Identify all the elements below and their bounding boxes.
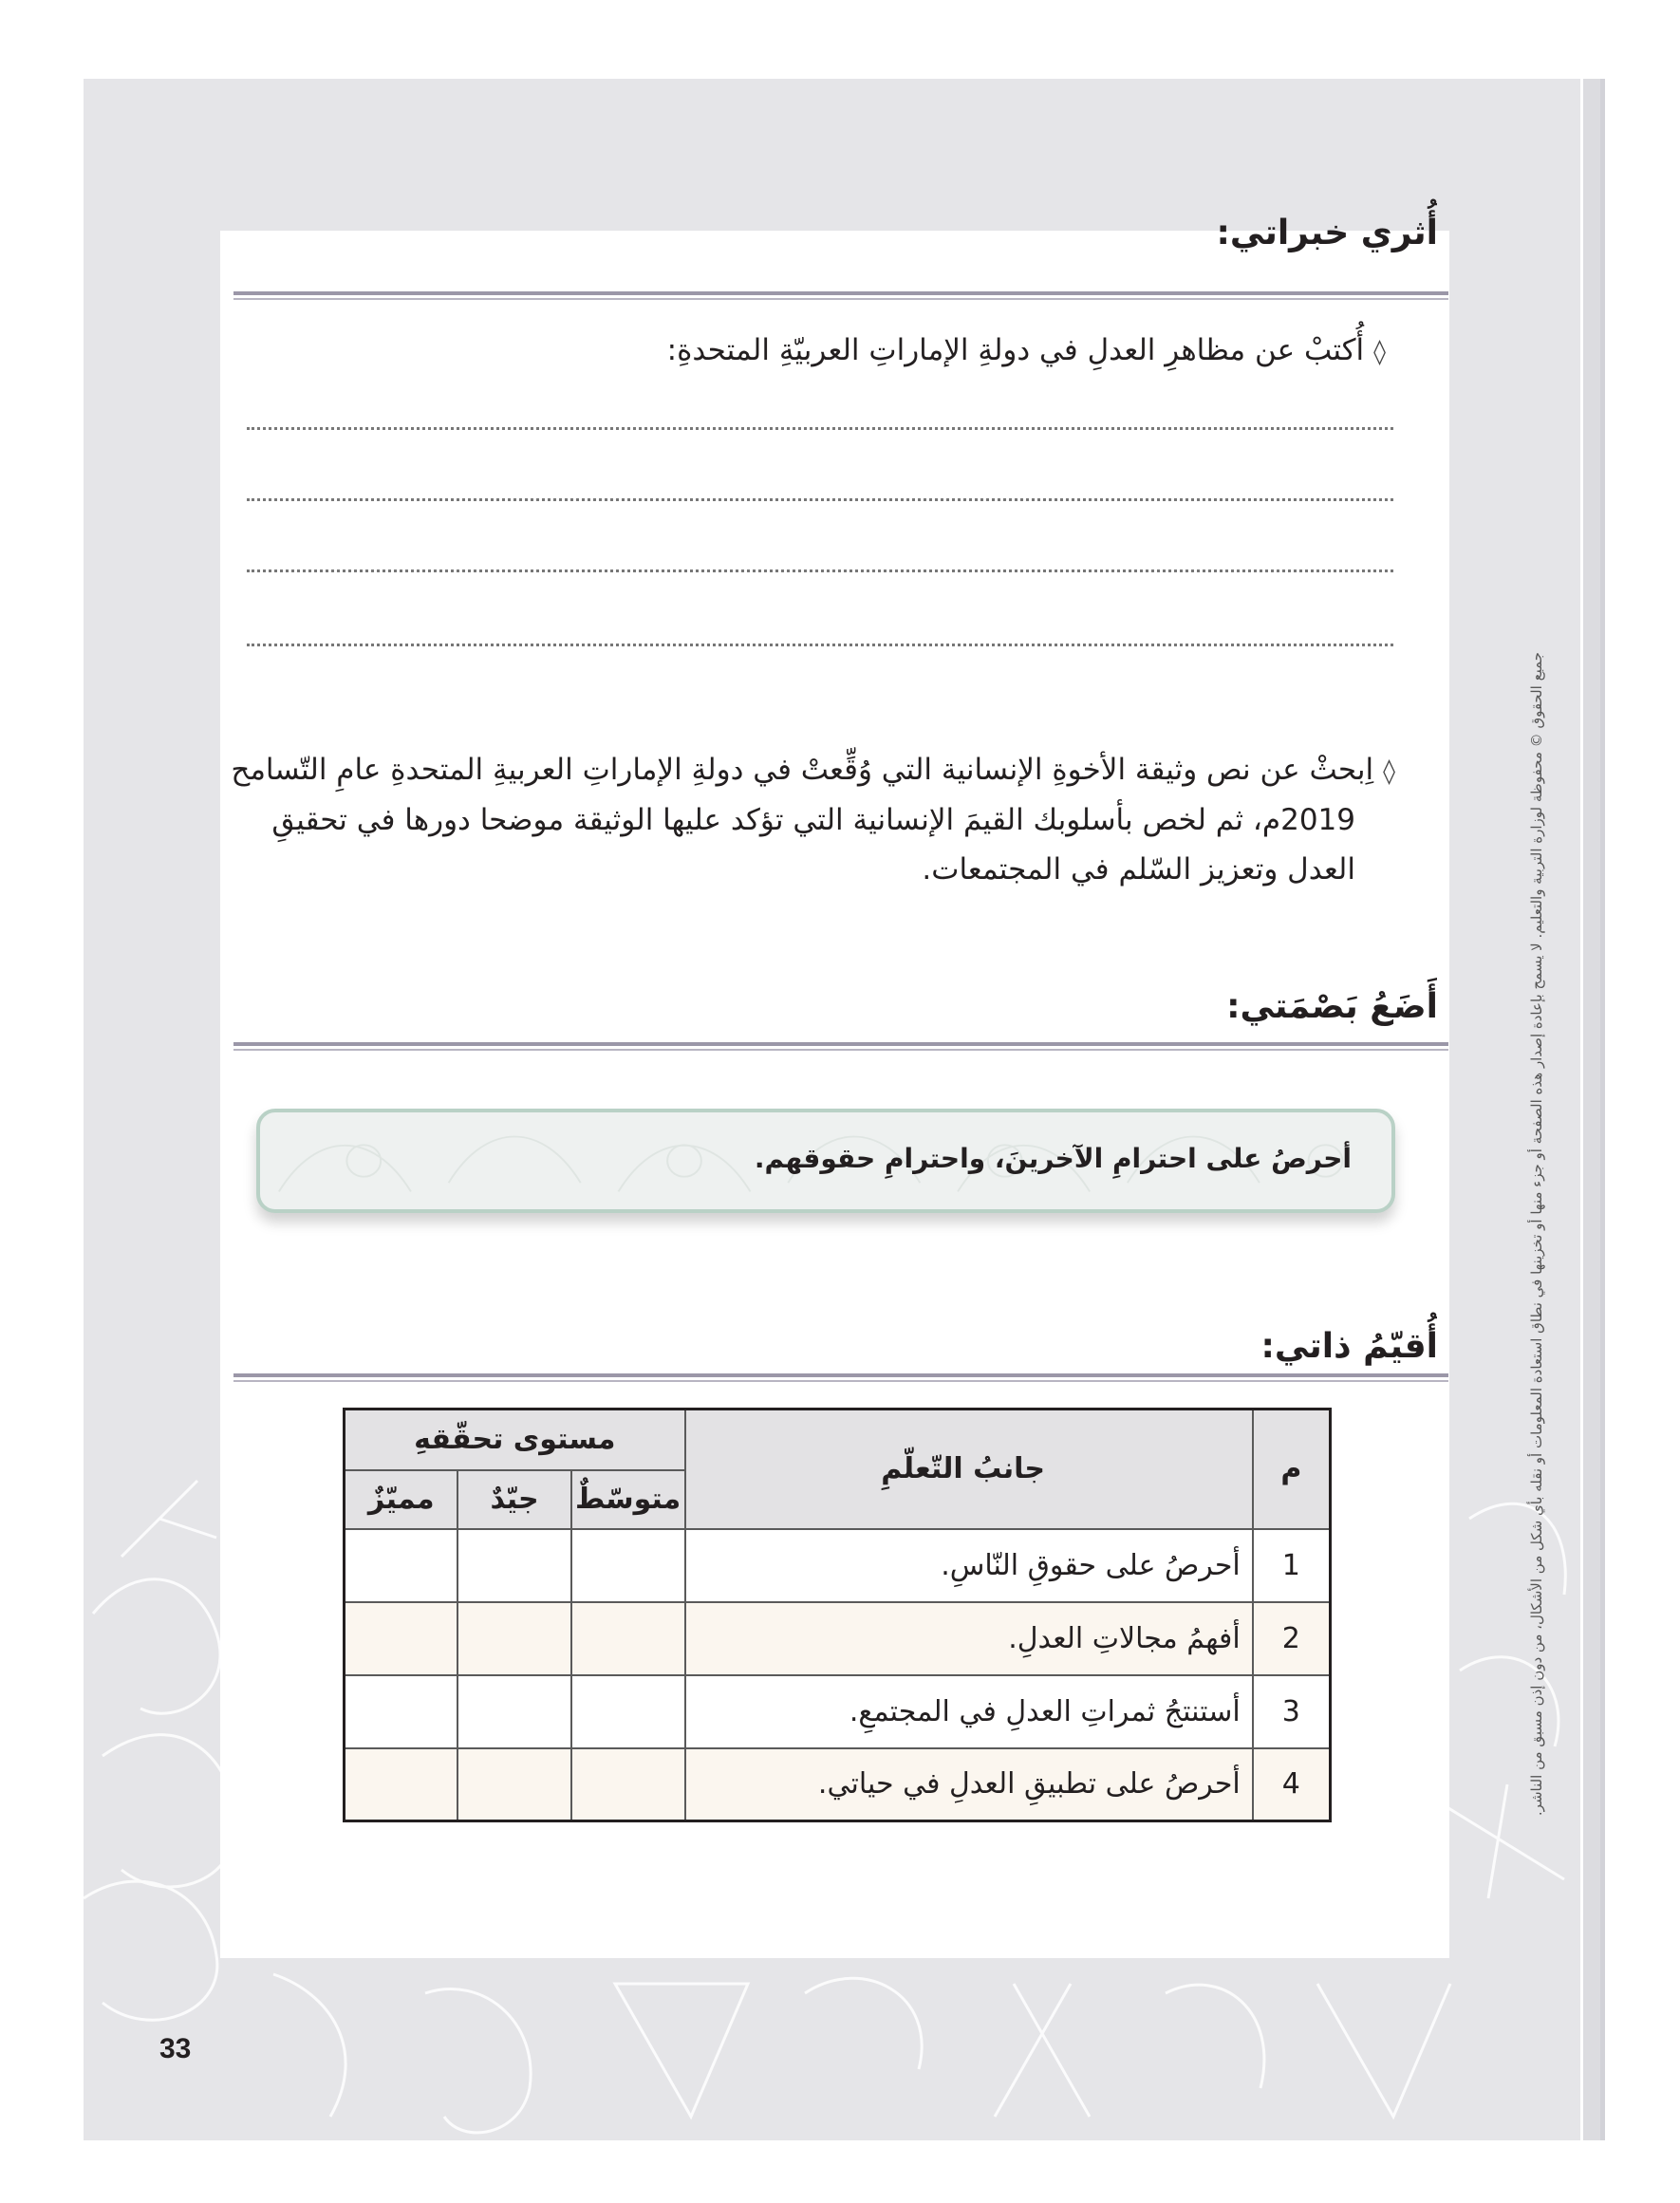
table-row: [345, 1529, 1331, 1602]
table-row: [345, 1602, 1331, 1675]
level-cell-excellent[interactable]: [345, 1529, 458, 1602]
row-aspect: أفهمُ مجالاتِ العدلِ.: [685, 1602, 1253, 1675]
section-rule-fingerprint: [233, 1042, 1448, 1051]
row-num: 4: [1253, 1748, 1331, 1821]
level-cell-good[interactable]: [457, 1529, 570, 1602]
binding-strip: [1580, 79, 1600, 2140]
header-num: م: [1253, 1410, 1331, 1529]
level-cell-good[interactable]: [457, 1602, 570, 1675]
diamond-bullet-icon: ◊: [1373, 338, 1386, 366]
answer-line-4[interactable]: [247, 644, 1393, 646]
level-cell-avg[interactable]: [571, 1748, 685, 1821]
copyright-notice: جميع الحقوق © محفوظة لوزارة التربية والتعليم. لا يسمح بإعادة إصدار هذه الصفحة أو جزء منها أو تخزينها في نطاق استعادة المعلومات أو نقله بأي شكل من الأشكال، من دون إذن مسبق من الناشر.: [1528, 651, 1545, 1817]
answer-line-3[interactable]: [247, 569, 1393, 572]
level-cell-excellent[interactable]: [345, 1675, 458, 1748]
header-level: مستوى تحقّقهِ: [345, 1410, 685, 1470]
table-row: [345, 1675, 1331, 1748]
level-cell-avg[interactable]: [571, 1602, 685, 1675]
row-num: 2: [1253, 1602, 1331, 1675]
level-cell-avg[interactable]: [571, 1529, 685, 1602]
section-title-self-eval: أُقيّمُ ذاتي:: [1260, 1327, 1438, 1366]
diamond-bullet-icon: ◊: [1383, 757, 1395, 786]
section-title-enrich: أُثري خبراتي:: [1216, 214, 1438, 252]
answer-line-1[interactable]: [247, 427, 1393, 430]
task2-line-3: العدل وتعزيز السّلم في المجتمعات.: [922, 852, 1355, 887]
fingerprint-statement: أحرصُ على احترامِ الآخرينَ، واحترامِ حقوقهم.: [754, 1143, 1352, 1174]
level-cell-avg[interactable]: [571, 1675, 685, 1748]
section-rule-self-eval: [233, 1373, 1448, 1382]
header-avg: متوسّطٌ: [571, 1470, 685, 1529]
row-aspect: أستنتجُ ثمراتِ العدلِ في المجتمعِ.: [685, 1675, 1253, 1748]
row-aspect: أحرصُ على حقوقِ النّاسِ.: [685, 1529, 1253, 1602]
self-evaluation-table: [343, 1408, 1332, 1822]
row-num: 1: [1253, 1529, 1331, 1602]
task1-text: أُكتبْ عن مظاهرِ العدلِ في دولةِ الإماراتِ العربيّةِ المتحدةِ:: [666, 333, 1365, 367]
page-number: 33: [159, 2033, 192, 2064]
header-aspect: جانبُ التّعلّمِ: [685, 1410, 1253, 1529]
task2-line-2: 2019م، ثم لخص بأسلوبك القيمَ الإنسانية التي تؤكد عليها الوثيقة موضحا دورها في تحقيقِ: [271, 802, 1355, 837]
row-aspect: أحرصُ على تطبيقِ العدلِ في حياتي.: [685, 1748, 1253, 1821]
task2-line-1: ◊اِبحثْ عن نص وثيقة الأخوةِ الإنسانية التي وُقِّعتْ في دولةِ الإماراتِ العربيةِ المتحدةِ عامِ التّسامح: [231, 753, 1395, 787]
level-cell-good[interactable]: [457, 1748, 570, 1821]
task2-paragraph: [231, 745, 1395, 895]
header-good: جيّدٌ: [457, 1470, 570, 1529]
table-header-row-1: [345, 1410, 1331, 1470]
level-cell-excellent[interactable]: [345, 1748, 458, 1821]
header-excellent: مميّزٌ: [345, 1470, 458, 1529]
fingerprint-callout: [256, 1109, 1395, 1213]
level-cell-excellent[interactable]: [345, 1602, 458, 1675]
table-row: [345, 1748, 1331, 1821]
answer-line-2[interactable]: [247, 498, 1393, 501]
level-cell-good[interactable]: [457, 1675, 570, 1748]
section-rule-enrich: [233, 291, 1448, 300]
binding-strip-edge: [1600, 79, 1605, 2140]
row-num: 3: [1253, 1675, 1331, 1748]
section-title-fingerprint: أَضَعُ بَصْمَتي:: [1226, 987, 1438, 1026]
task1-paragraph: [667, 327, 1386, 373]
